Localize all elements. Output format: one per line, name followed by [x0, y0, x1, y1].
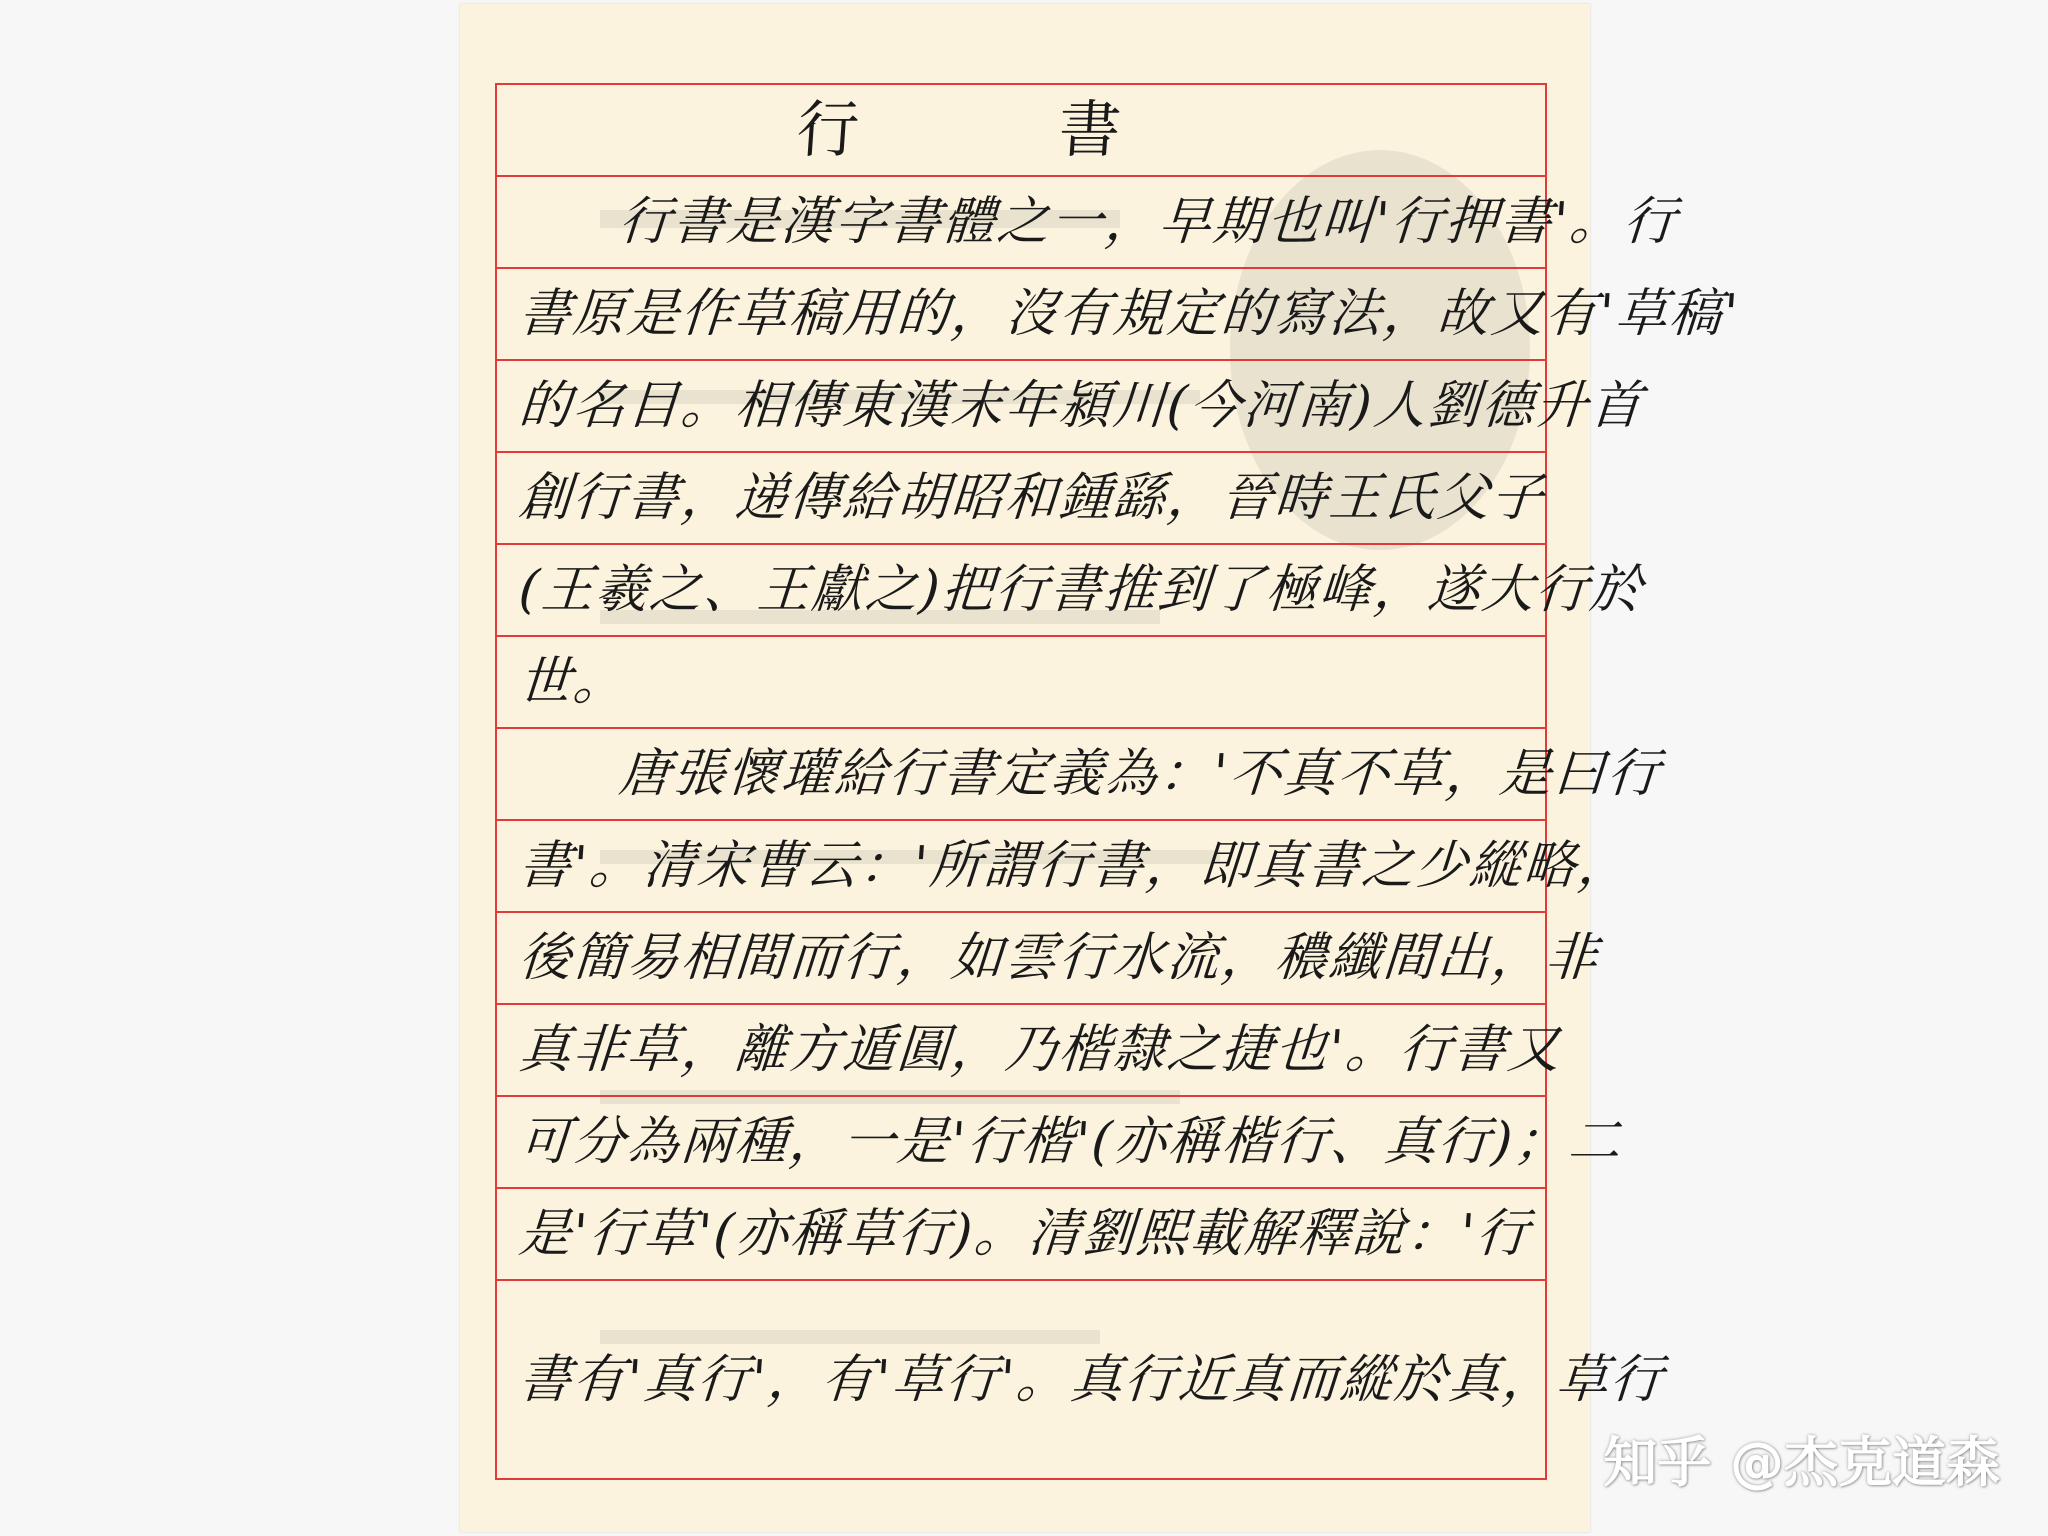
text-line — [497, 821, 1634, 913]
text-line-content: 的名目。相傳東漢末年潁川(今河南)人劉德升首 — [516, 376, 1646, 436]
text-line-content: 書有'真行'，有'草行'。真行近真而縱於真，草行 — [516, 1349, 1667, 1410]
text-line-content: 行書是漢字書體之一，早期也叫'行押書'。行 — [616, 192, 1680, 252]
text-line-content: (王羲之、王獻之)把行書推到了極峰，遂大行於 — [516, 560, 1646, 620]
text-line-content: 書'。清宋曹云：'所謂行書，即真書之少縱略， — [516, 836, 1634, 896]
text-line — [497, 453, 1548, 545]
text-line-content: 世。 — [516, 652, 630, 712]
text-line-content: 創行書，递傳給胡昭和鍾繇，晉時王氏父子 — [516, 468, 1548, 528]
text-line — [497, 1281, 1667, 1478]
title-row — [497, 85, 1545, 177]
text-line — [497, 1005, 1564, 1097]
page-title: 行 書 — [794, 93, 1214, 166]
text-line-content: 唐張懷瓘給行書定義為：'不真不草，是曰行 — [616, 744, 1664, 804]
text-line-content: 是'行草'(亦稱草行)。清劉熙載解釋說：'行 — [516, 1204, 1533, 1264]
text-line — [497, 545, 1646, 637]
text-line — [497, 729, 1664, 821]
text-line-content: 真非草，離方遁圓，乃楷隸之捷也'。行書又 — [516, 1020, 1564, 1080]
text-line — [497, 913, 1602, 1005]
text-line — [497, 637, 1545, 729]
text-line — [497, 1189, 1545, 1281]
text-line — [497, 1097, 1625, 1189]
text-line-content: 書原是作草稿用的，沒有規定的寫法，故又有'草稿' — [516, 284, 1742, 344]
text-line — [497, 269, 1742, 361]
text-line-content: 後簡易相間而行，如雲行水流，穠纖間出，非 — [516, 928, 1602, 988]
text-line — [497, 361, 1646, 453]
zhihu-watermark: 知乎 @杰克道森 — [1603, 1431, 2000, 1494]
text-line — [497, 177, 1680, 269]
text-line-content: 可分為兩種，一是'行楷'(亦稱楷行、真行)；二 — [516, 1112, 1625, 1172]
ruled-sheet — [495, 83, 1742, 1480]
